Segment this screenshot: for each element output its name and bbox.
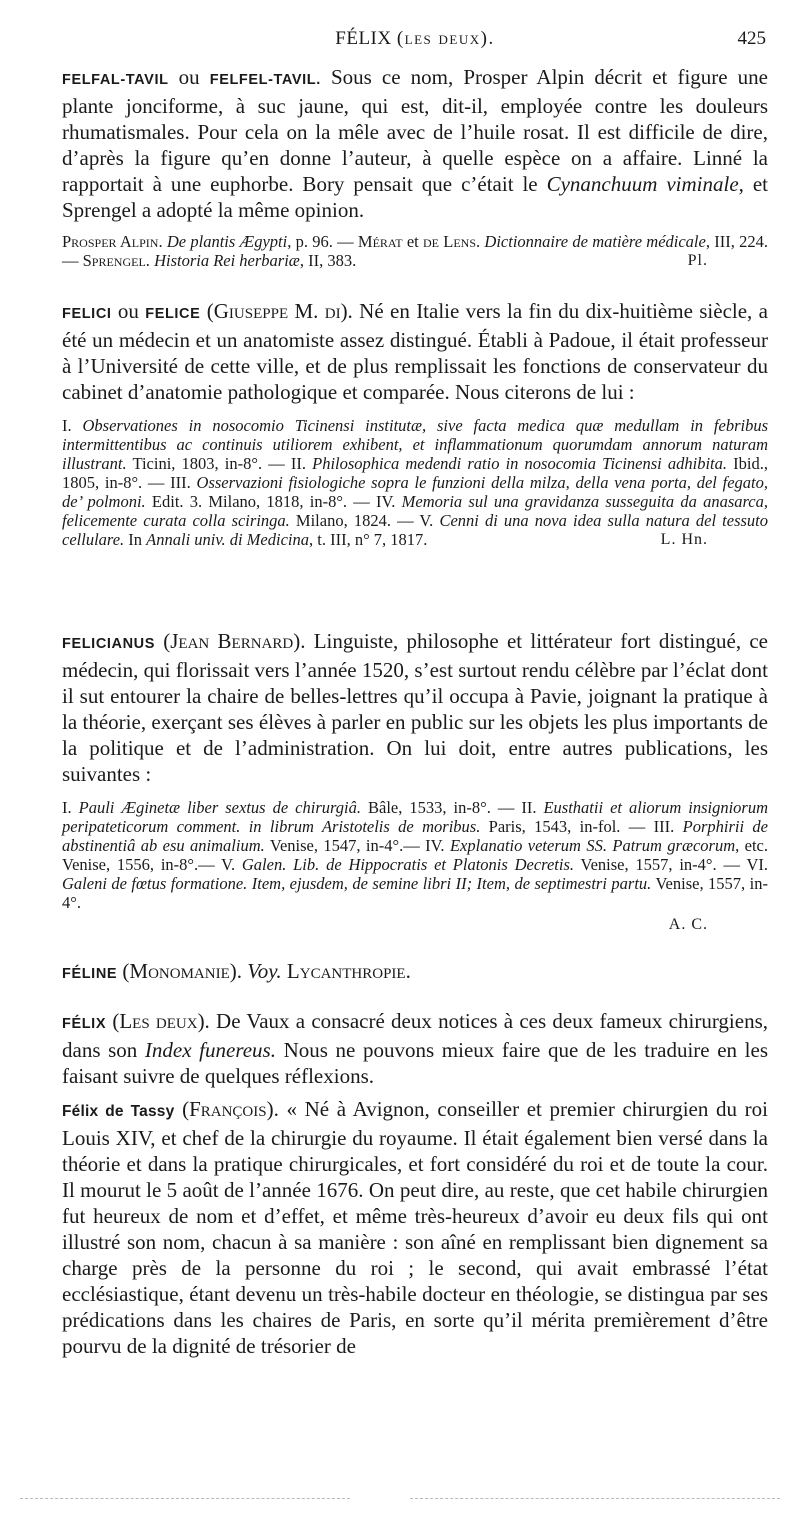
signature-line xyxy=(62,914,768,934)
headword: FELICI xyxy=(62,306,112,322)
headword-variant: FELFEL-TAVIL. xyxy=(209,72,321,88)
ref-text: , II, 383. xyxy=(299,251,357,270)
author-signature: Pl. xyxy=(687,252,708,269)
ref-text: Ticini, 1803, in-8°. — II. xyxy=(126,454,313,473)
entry-felici xyxy=(62,298,768,549)
work-title: Cenni di una nova idea sulla natura del tessuto cellulare. xyxy=(62,511,768,549)
work-title: Galeni de fœtus formatione. Item, ejusdem, de semine libri II; Item, de septimestri partu. xyxy=(62,874,652,893)
body-text: Né en Italie vers la fin du dix-huitième siècle, a été un médecin et un anatomiste assez distingué. Établi à Padoue, il était professeur à l’Université de cette ville, et de plus remplissait les fonctions de conservateur du cabinet d’anatomie pathologique et comparée. Nous citerons de lui : xyxy=(62,299,768,404)
entry-felix xyxy=(62,1008,768,1089)
headword: FELFAL-TAVIL xyxy=(62,72,169,88)
work-title: Porphirii de abstinentiâ ab esu animalium. xyxy=(62,817,768,855)
work-title: Osservazioni fisiologiche sopra le funzioni della milza, della vena porta, del fegato, de’ polmoni. xyxy=(62,473,768,511)
ref-text: I. xyxy=(62,416,83,435)
author: Mérat xyxy=(357,232,403,251)
running-header xyxy=(60,28,770,56)
cross-ref-label: Voy. xyxy=(247,959,282,983)
entry-felix-de-tassy xyxy=(62,1096,768,1359)
entry-body xyxy=(62,64,768,223)
entry-body xyxy=(62,958,768,987)
cross-ref-target: Lycanthropie. xyxy=(286,959,411,983)
entry-body xyxy=(62,1096,768,1359)
bibliography xyxy=(62,416,768,549)
ref-text: et xyxy=(402,232,424,251)
entry-feline xyxy=(62,958,768,987)
person-name: (François). xyxy=(182,1097,279,1121)
author-signature: L. Hn. xyxy=(660,531,708,548)
bibliography xyxy=(62,798,768,912)
author: Prosper Alpin. xyxy=(62,232,163,251)
bibliography xyxy=(62,232,768,270)
entry-body xyxy=(62,628,768,787)
bottom-rule-left xyxy=(20,1498,350,1500)
ref-text: I. xyxy=(62,798,79,817)
species-name: Cynanchuum viminale xyxy=(546,172,739,196)
headword: FÉLINE xyxy=(62,966,118,982)
body-text: « Né à Avignon, conseiller et premier chirurgien du roi Louis XIV, et chef de la chirurgie du royaume. Il était également bien versé dans la théorie et dans la pratique chirurgicales, et fort considéré du roi et de toute la cour. Il mourut le 5 août de l’année 1676. On peut dire, au reste, que cet habile chirurgien fut heureux de nom et d’effet, et même très-heureux d’avoir eu deux fils qui ont illustré son nom, chacun à sa manière : son aîné en remplissant bien dignement sa charge près de la personne du roi ; le second, qui avait embrassé l’état ecclésiastique, étant devenu un très-habile docteur en théologie, se distingua par ses prédications dans les chaires de Paris, en sorte qu’il mérita premièrement d’être pourvu de la dignité de trésorier de xyxy=(62,1097,769,1358)
ref-text: Venise, 1557, in-4°. — VI. xyxy=(574,855,768,874)
page-number: 425 xyxy=(737,28,766,49)
author: Sprengel. xyxy=(82,251,150,270)
work-title: Annali univ. di Medicina xyxy=(146,530,309,549)
body-text: Linguiste, philosophe et littérateur fort distingué, ce médecin, qui florissait vers l’année 1520, s’est surtout rendu célèbre par l’éclat dont il sut entourer la chaire de belles-lettres qu’il occupa à Pavie, joignant la pratique à la théorie, exerçant ses élèves à parler en public sur les objets les plus importants de la politique et de l’administration. On lui doit, entre autres publications, les suivantes : xyxy=(62,629,768,786)
headword: Félix de Tassy xyxy=(62,1103,175,1120)
ref-text: , p. 96. — xyxy=(287,232,358,251)
entry-felfal-tavil xyxy=(62,64,768,270)
work-title: Explanatio veterum SS. Patrum græcorum xyxy=(449,836,736,855)
bottom-rule-right xyxy=(410,1498,780,1500)
author-signature: A. C. xyxy=(668,916,708,933)
entry-body xyxy=(62,298,768,405)
work-title: Eusthatii et aliorum insigniorum peripateticorum comment. in librum Aristotelis de moribus. xyxy=(62,798,769,836)
person-name: (Giuseppe M. di). xyxy=(206,299,353,323)
work-title: De plantis Ægypti xyxy=(166,232,288,251)
work-title: Dictionnaire de matière médicale xyxy=(484,232,706,251)
person-name: (Jean Bernard). xyxy=(163,629,306,653)
running-title-sub: (les deux). xyxy=(396,28,495,49)
body-text: De Vaux a consacré deux notices à ces deux fameux chirurgiens, dans son xyxy=(62,1009,769,1062)
running-title-main: FÉLIX xyxy=(335,28,392,49)
work-title: Galen. Lib. de Hippocratis et Platonis Decretis. xyxy=(241,855,574,874)
entry-qualifier: (Les deux). xyxy=(112,1009,210,1033)
work-title: Historia Rei herbariæ xyxy=(154,251,300,270)
ref-text: Paris, 1543, in-fol. — III. xyxy=(480,817,683,836)
entry-qualifier: (Monomanie). xyxy=(122,959,242,983)
work-title: Philosophica medendi ratio in nosocomia Ticinensi adhibita. xyxy=(312,454,728,473)
ref-text: , t. III, n° 7, 1817. xyxy=(309,530,428,549)
ref-text: In xyxy=(124,530,147,549)
work-title: Index funereus. xyxy=(144,1038,276,1062)
work-title: Observationes in nosocomio Ticinensi institutæ, sive facta medica quæ medullam in febribus intermittentibus ac continuis utiliorem exhibent, et inflammationum quorumdam annorum naturam illustrant. xyxy=(62,416,768,473)
headword: FÉLIX xyxy=(62,1016,107,1032)
ref-text: Milano, 1824. — V. xyxy=(289,511,440,530)
ref-text: Venise, 1547, in-4°.— IV. xyxy=(264,836,450,855)
headword-variant: FELICE xyxy=(145,306,201,322)
ref-text: Ibid., 1805, in-8°. — III. xyxy=(62,454,768,492)
body-text: , et Sprengel a adopté la même opinion. xyxy=(62,172,769,222)
headword: FELICIANUS xyxy=(62,636,155,652)
ref-text: , III, 224. — xyxy=(62,232,768,270)
ref-text: Bâle, 1533, in-8°. — II. xyxy=(361,798,544,817)
body-text: Sous ce nom, Prosper Alpin décrit et figure une plante jonciforme, à suc jaune, qui est, dit-il, employée contre les douleurs rhumatismales. Pour cela on la mêle avec de l’huile rosat. Il est difficile de dire, d’après la figure qu’en donne l’auteur, à quelle espèce on a affaire. Linné la rapportait à une euphorbe. Bory pensait que c’était le xyxy=(62,65,769,196)
work-title: Pauli Æginetæ liber sextus de chirurgiâ. xyxy=(78,798,362,817)
entry-felicianus xyxy=(62,628,768,934)
headword-conjunction: ou xyxy=(117,299,139,323)
headword-conjunction: ou xyxy=(178,65,200,89)
body-text: Nous ne pouvons mieux faire que de les traduire en les faisant suivre de quelques réflexions. xyxy=(62,1038,768,1088)
ref-text: , etc. Venise, 1556, in-8°.— V. xyxy=(62,836,768,874)
work-title: Memoria sul una gravidanza susseguita da anasarca, felicemente curata colla sciringa. xyxy=(62,492,768,530)
author: de Lens. xyxy=(423,232,481,251)
entry-body xyxy=(62,1008,768,1089)
running-title xyxy=(60,28,770,50)
ref-text: Edit. 3. Milano, 1818, in-8°. — IV. xyxy=(145,492,402,511)
ref-text: Venise, 1557, in-4°. xyxy=(62,874,768,912)
